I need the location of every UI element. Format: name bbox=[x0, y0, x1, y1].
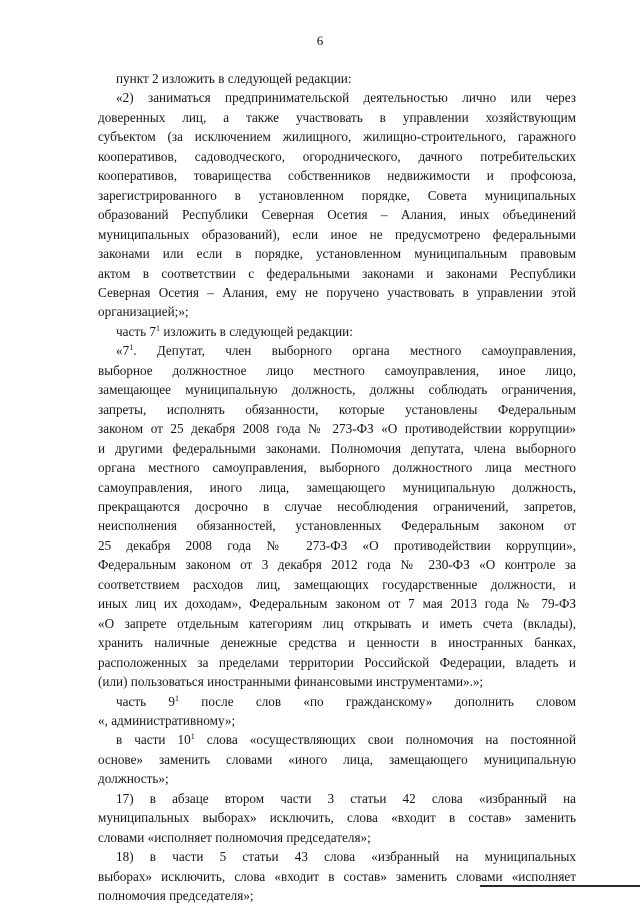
scan-edge-line bbox=[480, 885, 640, 887]
text-line-main: неисполнения обязанностей, установленных Федеральным законом от bbox=[98, 518, 576, 534]
text-line bbox=[98, 283, 576, 302]
text-line-rest: . Депутат, член выборного органа местного самоуправления, bbox=[133, 343, 576, 359]
text-line bbox=[98, 361, 576, 380]
text-line bbox=[98, 886, 576, 905]
text-line-main: кооперативов, товарищества собственников недвижимости и профсоюза, bbox=[98, 168, 576, 184]
text-line-main: зарегистрированного в установленном порядке, Совета муниципальных bbox=[98, 187, 576, 203]
text-line bbox=[98, 555, 576, 574]
text-line bbox=[98, 225, 576, 244]
text-line-main: 25 декабря 2008 года № 273-ФЗ «О противодействии коррупции», bbox=[98, 537, 576, 553]
text-line bbox=[98, 166, 576, 185]
text-line-main: полномочия председателя»; bbox=[98, 888, 254, 904]
text-line bbox=[98, 341, 576, 360]
text-line-main: доверенных лиц, а также участвовать в управлении хозяйствующим bbox=[98, 109, 576, 125]
text-line bbox=[98, 536, 576, 555]
text-line-main: образований Республики Северная Осетия – Алания, иных объединений bbox=[98, 207, 576, 223]
text-line bbox=[98, 750, 576, 769]
text-line-main: в части 10 bbox=[116, 732, 191, 748]
text-line-main: субъектом (за исключением жилищного, жилищно-строительного, гаражного bbox=[98, 129, 576, 145]
text-line-main: хранить наличные денежные средства и ценности в иностранных банках, bbox=[98, 635, 576, 651]
text-line bbox=[98, 419, 576, 438]
text-line bbox=[98, 458, 576, 477]
text-line bbox=[98, 828, 576, 847]
text-line bbox=[98, 730, 576, 749]
text-line-main: расположенных за пределами территории Российской Федерации, владеть и bbox=[98, 654, 576, 670]
text-line-main: самоуправления, иного лица, замещающего муниципальную должность, bbox=[98, 479, 576, 495]
text-line-main: 17) в абзаце втором части 3 статьи 42 слова «избранный на bbox=[116, 790, 576, 806]
text-line bbox=[98, 186, 576, 205]
text-line bbox=[98, 789, 576, 808]
text-line bbox=[98, 575, 576, 594]
text-line-main: и другими федеральными законами. Полномочия депутата, члена выборного bbox=[98, 440, 576, 456]
text-line-rest: после слов «по гражданскому» дополнить словом bbox=[179, 693, 576, 709]
text-line-main: «2) заниматься предпринимательской деятельностью лично или через bbox=[116, 90, 576, 106]
text-line-main: выборное должностное лицо местного самоуправления, иное лицо, bbox=[98, 362, 576, 378]
text-line bbox=[98, 322, 576, 341]
text-line-main: часть 9 bbox=[116, 693, 175, 709]
text-line-main: кооперативов, садоводческого, огороднического, дачного потребительских bbox=[98, 148, 576, 164]
text-line bbox=[98, 516, 576, 535]
text-line bbox=[98, 614, 576, 633]
text-line bbox=[98, 380, 576, 399]
text-line-main: «7 bbox=[116, 343, 130, 359]
text-line bbox=[98, 69, 576, 88]
text-line bbox=[98, 847, 576, 866]
text-line-main: законами или если в порядке, установленном муниципальным правовым bbox=[98, 246, 576, 262]
text-line bbox=[98, 653, 576, 672]
text-line bbox=[98, 497, 576, 516]
text-line-main: должность»; bbox=[98, 771, 169, 787]
page-number: 6 bbox=[316, 33, 324, 48]
text-line bbox=[98, 594, 576, 613]
text-line bbox=[98, 88, 576, 107]
text-line-main: замещающее муниципальную должность, должны соблюдать ограничения, bbox=[98, 382, 576, 398]
text-line-main: соответствием расходов лиц, замещающих государственные должности, и bbox=[98, 576, 576, 592]
text-line-main: пункт 2 изложить в следующей редакции: bbox=[116, 71, 352, 86]
text-line-main: муниципальных образований), если иное не предусмотрено федеральными bbox=[98, 226, 576, 242]
text-line-main: выборах» исключить, слова «входит в состав» заменить словами «исполняет bbox=[98, 868, 576, 884]
text-line-main: законом от 25 декабря 2008 года № 273-ФЗ «О противодействии коррупции» bbox=[98, 421, 576, 437]
text-line-main: органа местного самоуправления, выборного должностного лица местного bbox=[98, 460, 576, 476]
text-line-main: запреты, исполнять обязанности, которые установлены Федеральным bbox=[98, 401, 576, 417]
text-line bbox=[98, 769, 576, 788]
text-line bbox=[98, 672, 576, 691]
text-line-main: актом в соответствии с федеральными законами и законами Республики bbox=[98, 265, 576, 281]
text-line bbox=[98, 439, 576, 458]
text-line-main: (или) пользоваться иностранными финансовыми инструментами».»; bbox=[98, 674, 484, 690]
document-body bbox=[98, 69, 576, 905]
text-line bbox=[98, 808, 576, 827]
text-line bbox=[98, 147, 576, 166]
text-line bbox=[98, 867, 576, 886]
text-line bbox=[98, 400, 576, 419]
text-line-rest: слова «осуществляющих свои полномочия на постоянной bbox=[194, 732, 576, 748]
text-line-main: часть 7 bbox=[116, 323, 157, 339]
text-line-main: иных лиц их доходам», Федеральным законом от 7 мая 2013 года № 79-ФЗ bbox=[98, 596, 576, 612]
text-line-main: прекращаются досрочно в случае несоблюдения ограничений, запретов, bbox=[98, 498, 576, 514]
text-line bbox=[98, 205, 576, 224]
text-line bbox=[98, 264, 576, 283]
text-line bbox=[98, 692, 576, 711]
text-line bbox=[98, 633, 576, 652]
text-line-main: Федеральным законом от 3 декабря 2012 года № 230-ФЗ «О контроле за bbox=[98, 557, 576, 573]
text-line-rest: изложить в следующей редакции: bbox=[160, 323, 353, 339]
superscript: 1 bbox=[175, 693, 179, 703]
text-line-main: 18) в части 5 статьи 43 слова «избранный на муниципальных bbox=[116, 849, 576, 865]
text-line-main: организацией;»; bbox=[98, 304, 189, 320]
text-line bbox=[98, 244, 576, 263]
text-line-main: муниципальных выборах» исключить, слова «входит в состав» заменить bbox=[98, 810, 576, 826]
superscript: 1 bbox=[156, 323, 161, 333]
text-line-main: «, административному»; bbox=[98, 712, 236, 728]
text-line bbox=[98, 108, 576, 127]
text-line bbox=[98, 302, 576, 321]
text-line-main: «О запрете отдельным категориям лиц открывать и иметь счета (вклады), bbox=[98, 615, 576, 631]
superscript: 1 bbox=[190, 732, 195, 742]
text-line-main: Северная Осетия – Алания, ему не поручено участвовать в управлении этой bbox=[98, 284, 576, 300]
text-line-main: словами «исполняет полномочия председателя»; bbox=[98, 829, 371, 845]
text-line bbox=[98, 127, 576, 146]
text-line bbox=[98, 711, 576, 730]
superscript: 1 bbox=[129, 343, 134, 353]
text-line bbox=[98, 478, 576, 497]
text-line-main: основе» заменить словами «иного лица, замещающего муниципальную bbox=[98, 751, 576, 767]
